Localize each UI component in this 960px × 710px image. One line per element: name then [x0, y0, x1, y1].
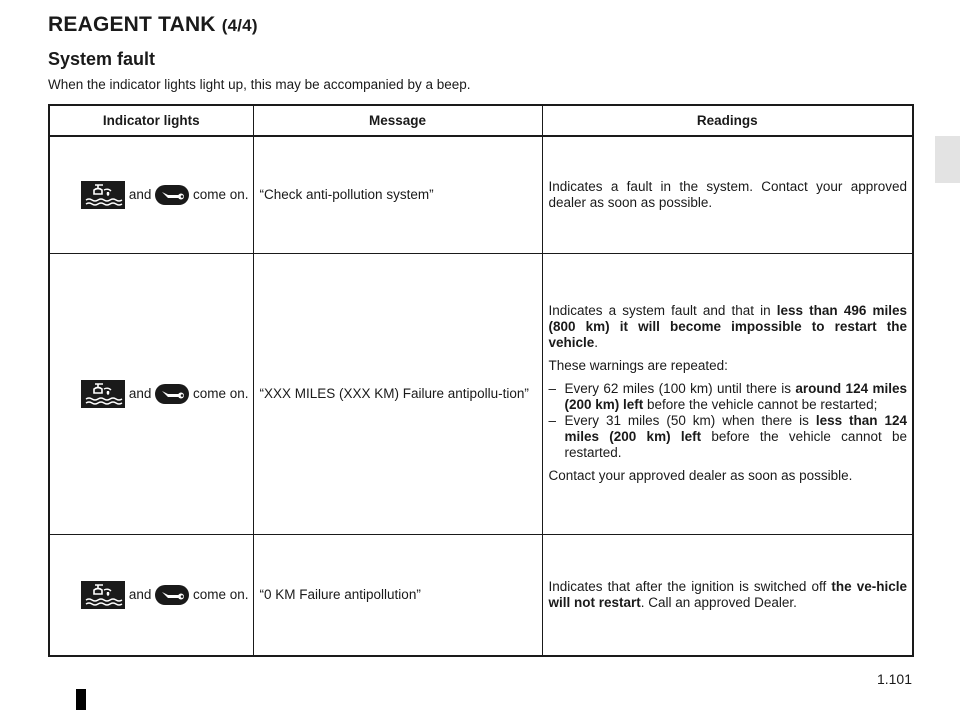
- list-item: [549, 413, 908, 461]
- message-cell: “0 KM Failure antipollution”: [253, 534, 542, 656]
- reading-text: Indicates a system fault and that in: [548, 303, 777, 318]
- reading-text: before the vehicle cannot be restarted.: [564, 429, 907, 460]
- reagent-fluid-warning-icon: [81, 181, 125, 209]
- chapter-tab: [935, 136, 960, 183]
- reading-text: . Call an approved Dealer.: [640, 594, 797, 610]
- indicator-table: [48, 104, 914, 657]
- title-part: (4/4): [221, 16, 258, 35]
- title-text: REAGENT TANK: [48, 13, 216, 36]
- reading-text: Every 62 miles (100 km) until there is: [564, 381, 796, 396]
- service-wrench-icon: [155, 384, 189, 404]
- reading-paragraph: [549, 303, 908, 351]
- corner-mark: [76, 689, 86, 710]
- section-title: System fault: [48, 49, 156, 69]
- indicator-cell: [49, 136, 253, 253]
- table-row: [49, 534, 913, 656]
- indicator-cell: [49, 534, 253, 656]
- reading-text: Every 31 miles (50 km) when there is: [564, 413, 816, 428]
- reading-text: Indicates that after the ignition is switched off: [548, 578, 832, 594]
- and-text: and: [128, 186, 152, 202]
- message-cell: “XXX MILES (XXX KM) Failure antipollu-tion”: [253, 253, 542, 534]
- table-row: [49, 136, 913, 253]
- header-readings: Readings: [542, 105, 913, 136]
- readings-cell: [542, 253, 913, 534]
- service-wrench-icon: [155, 185, 189, 205]
- service-wrench-icon: [155, 585, 189, 605]
- reading-paragraph: Contact your approved dealer as soon as possible.: [548, 468, 853, 483]
- reading-text: .: [594, 335, 599, 350]
- reagent-fluid-warning-icon: [81, 380, 125, 408]
- message-cell: “Check anti-pollution system”: [253, 136, 542, 253]
- warning-list: [549, 381, 908, 461]
- reading-paragraph: These warnings are repeated:: [548, 358, 728, 373]
- reading-emphasis: around 124 miles (200 km) left: [564, 381, 907, 412]
- readings-cell: [542, 534, 913, 656]
- come-on-text: come on.: [192, 186, 249, 202]
- reading-text: before the vehicle cannot be restarted;: [643, 397, 878, 412]
- table-row: [49, 253, 913, 534]
- and-text: and: [128, 385, 152, 401]
- come-on-text: come on.: [192, 385, 249, 401]
- page-title: [48, 13, 258, 37]
- reading-emphasis: less than 124 miles (200 km) left: [564, 413, 907, 444]
- header-message: Message: [253, 105, 542, 136]
- intro-text: When the indicator lights light up, this may be accompanied by a beep.: [48, 77, 471, 92]
- reagent-fluid-warning-icon: [81, 581, 125, 609]
- indicator-cell: [49, 253, 253, 534]
- reading-emphasis: less than 496 miles (800 km) it will become impossible to restart the vehicle: [548, 303, 907, 350]
- header-indicator-lights: Indicator lights: [49, 105, 253, 136]
- reading-text: Indicates a fault in the system. Contact your approved dealer as soon as possible.: [548, 178, 907, 210]
- page-number: 1.101: [876, 671, 912, 687]
- reading-emphasis: the ve-hicle will not restart: [548, 578, 908, 610]
- table-header-row: [49, 105, 913, 136]
- reading-paragraph: [549, 579, 908, 611]
- come-on-text: come on.: [192, 586, 249, 602]
- readings-cell: [542, 136, 913, 253]
- list-item: [549, 381, 908, 413]
- and-text: and: [128, 586, 152, 602]
